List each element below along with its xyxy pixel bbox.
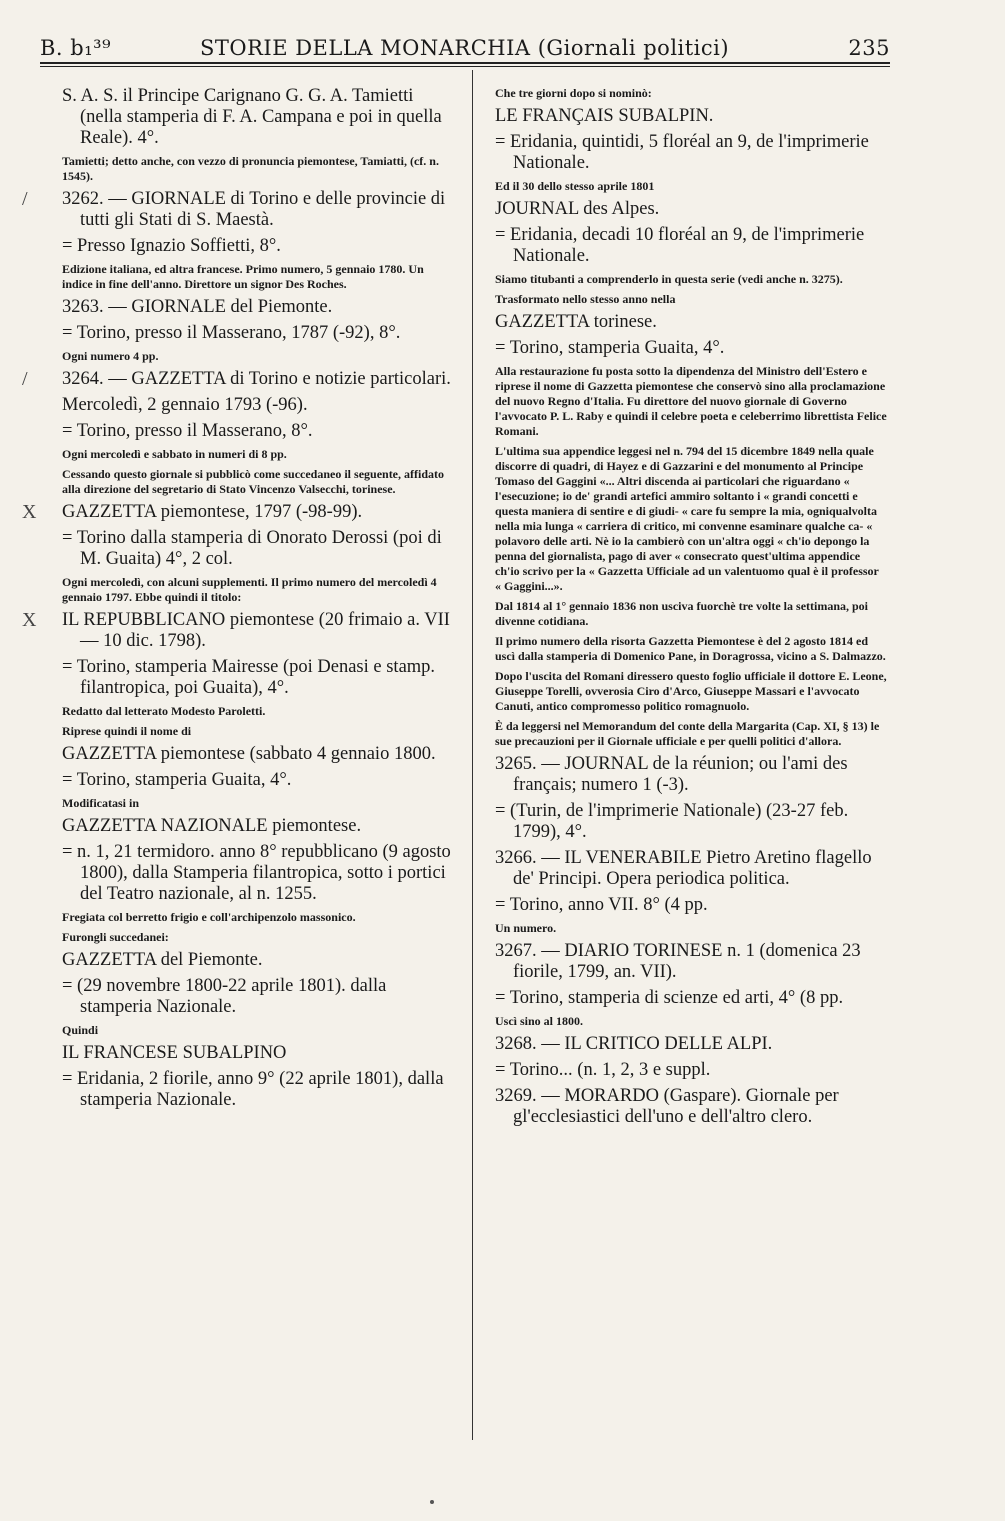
page-number: 235 [848,36,890,60]
bibliography-entry [62,816,457,837]
bibliography-entry [62,1069,457,1111]
entry-text: GAZZETTA del Piemonte. [62,950,263,970]
entry-text: Che tre giorni dopo si nominò: [495,86,652,100]
bibliography-entry [495,199,887,220]
entry-text: Uscì sino al 1800. [495,1014,584,1028]
entry-text: S. A. S. il Principe Carignano G. G. A. Tamietti (nella stamperia di F. A. Campana e poi in quella Reale). 4°. [62,86,442,148]
bibliography-note [62,930,457,945]
bibliography-note [495,179,887,194]
left-column [22,86,457,1116]
bibliography-entry [495,1086,887,1128]
bibliography-entry [495,312,887,333]
bibliography-note [62,447,457,462]
bibliography-entry [495,106,887,127]
bibliography-entry: / 3262. — GIORNALE di Torino e delle provincie di tutti gli Stati di S. Maestà. [22,188,446,230]
entry-text: Mercoledì, 2 gennaio 1793 (-96). [62,395,308,415]
entry-text: = Torino, stamperia di scienze ed arti, 4° (8 pp. [495,988,844,1008]
entry-text: GAZZETTA torinese. [495,312,657,332]
running-title: STORIE DELLA MONARCHIA (Giornali politici) [200,36,730,60]
entry-text: IL FRANCESE SUBALPINO [62,1043,287,1063]
bibliography-note [62,1023,457,1038]
entry-text: Trasformato nello stesso anno nella [495,292,676,306]
entry-text: Un numero. [495,921,557,935]
bibliography-entry [495,754,887,796]
bibliography-note [62,910,457,925]
bibliography-note [495,669,887,714]
bibliography-entry [495,132,887,174]
entry-text: Quindi [62,1023,99,1037]
bibliography-entry [62,86,457,149]
entry-text: = (29 novembre 1800-22 aprile 1801). dalla stamperia Nazionale. [62,976,387,1017]
bibliography-entry [62,236,457,257]
bibliography-entry [62,297,457,318]
bibliography-entry [495,1060,887,1081]
bibliography-entry [62,421,457,442]
entry-text: 3269. — MORARDO (Gaspare). Giornale per gl'ecclesiastici dell'uno e dell'altro clero. [495,1086,839,1127]
entry-text: Ogni mercoledì e sabbato in numeri di 8 pp. [62,447,287,461]
entry-text: 3262. — GIORNALE di Torino e delle provincie di tutti gli Stati di S. Maestà. [62,189,446,230]
bibliography-entry [495,1034,887,1055]
bibliography-entry [62,770,457,791]
bibliography-entry [62,657,457,699]
bibliography-note [495,364,887,439]
bibliography-entry [62,950,457,971]
bibliography-note [495,1014,887,1029]
bibliography-entry [495,848,887,890]
bibliography-entry [495,988,887,1009]
entry-text: Il primo numero della risorta Gazzetta Piemontese è del 2 agosto 1814 ed uscì dalla stamperia di Domenico Pane, in Doragrossa, vicino a S. Dalmazzo. [495,634,886,663]
bibliography-entry: / 3264. — GAZZETTA di Torino e notizie particolari. [22,368,451,390]
bibliography-entry [62,528,457,570]
entry-text: Ogni numero 4 pp. [62,349,159,363]
entry-text: Siamo titubanti a comprenderlo in questa serie (vedi anche n. 3275). [495,272,843,286]
bibliography-entry [62,976,457,1018]
entry-text: 3264. — GAZZETTA di Torino e notizie particolari. [62,369,451,389]
entry-text: LE FRANÇAIS SUBALPIN. [495,106,714,126]
entry-text: Furongli succedanei: [62,930,169,944]
entry-text: JOURNAL des Alpes. [495,199,660,219]
entry-text: L'ultima sua appendice leggesi nel n. 794 del 15 dicembre 1849 nella quale discorre di quadri, di Hayez e di Gazzarini e del monumento al Principe Tomaso del Gaggini «... Altri discenda ai particolari che riguardano « l'esecuzione; io de' grandi artefici ammiro soltanto i « grandi concetti e questa maniera di sentire e di giudi- « care fu sempre la mia, ogniqualvolta nella mia lunga « carriera di critico, mi convenne esaminare qualche ca- « polavoro delle arti. Nè io la cambierò con un'altra oggi « ch'io depongo la penna del giornalista, pago di aver « consecrato quest'ultima appendice ch'io scrivo per la « Gazzetta Ufficiale ad un valentuomo qual è il professor « Gaggini...». [495,444,879,593]
bibliography-note [495,921,887,936]
bibliography-entry [62,323,457,344]
entry-text: = Torino... (n. 1, 2, 3 e suppl. [495,1060,711,1080]
entry-text: 3268. — IL CRITICO DELLE ALPI. [495,1034,773,1054]
bibliography-entry [62,842,457,905]
running-header [40,30,890,64]
entry-text: = Torino, stamperia Guaita, 4°. [495,338,725,358]
bibliography-entry: X IL REPUBBLICANO piemontese (20 frimaio a. VII — 10 dic. 1798). [22,609,450,651]
entry-text: = Torino, presso il Masserano, 1787 (-92), 8°. [62,323,401,343]
bibliography-note [495,86,887,101]
entry-text: Tamietti; detto anche, con vezzo di pronuncia piemontese, Tamiatti, (cf. n. 1545). [62,154,439,183]
entry-text: = Torino, stamperia Mairesse (poi Denasi e stamp. filantropica, poi Guaita), 4°. [62,657,436,698]
entry-text: Dal 1814 al 1° gennaio 1836 non usciva fuorchè tre volte la settimana, poi divenne cotidiana. [495,599,869,628]
entry-text: Ogni mercoledì, con alcuni supplementi. Il primo numero del mercoledì 4 gennaio 1797. Ebbe quindi il titolo: [62,575,437,604]
bibliography-entry [495,941,887,983]
entry-text: 3266. — IL VENERABILE Pietro Aretino flagello de' Principi. Opera periodica politica. [495,848,872,889]
entry-text: Ed il 30 dello stesso aprile 1801 [495,179,655,193]
entry-text: Redatto dal letterato Modesto Paroletti. [62,704,266,718]
bibliography-entry [495,895,887,916]
bibliography-entry [495,338,887,359]
bibliography-note [495,599,887,629]
entry-text: È da leggersi nel Memorandum del conte della Margarita (Cap. XI, § 13) le sue precauzioni per il Giornale ufficiale e per quelli politici d'allora. [495,719,880,748]
bibliography-note [62,154,457,184]
bibliography-note [62,349,457,364]
bibliography-note [62,262,457,292]
right-column [495,86,887,1133]
ink-speck [430,1500,434,1504]
entry-text: GAZZETTA NAZIONALE piemontese. [62,816,362,836]
entry-text: Cessando questo giornale si pubblicò come succedaneo il seguente, affidato alla direzione del segretario di Stato Vincenzo Valsecchi, torinese. [62,467,445,496]
entry-text: Modificatasi in [62,796,139,810]
entry-text: = Torino, anno VII. 8° (4 pp. [495,895,708,915]
bibliography-note [495,444,887,594]
entry-text: Riprese quindi il nome di [62,724,192,738]
entry-text: = (Turin, de l'imprimerie Nationale) (23-27 feb. 1799), 4°. [495,801,849,842]
bibliography-note [495,292,887,307]
entry-text: 3267. — DIARIO TORINESE n. 1 (domenica 23 fiorile, 1799, an. VII). [495,941,861,982]
entry-text: = Eridania, 2 fiorile, anno 9° (22 aprile 1801), dalla stamperia Nazionale. [62,1069,444,1110]
entry-text: Fregiata col berretto frigio e coll'archipenzolo massonico. [62,910,356,924]
bibliography-note [62,467,457,497]
bibliography-note [62,575,457,605]
entry-text: GAZZETTA piemontese (sabbato 4 gennaio 1800. [62,744,436,764]
header-rule-thick [40,62,890,64]
bibliography-entry [62,1043,457,1064]
bibliography-note [62,796,457,811]
entry-text: = Torino dalla stamperia di Onorato Derossi (poi di M. Guaita) 4°, 2 col. [62,528,442,569]
bibliography-note [495,719,887,749]
entry-text: IL REPUBBLICANO piemontese (20 frimaio a. VII — 10 dic. 1798). [62,610,450,651]
entry-text: Dopo l'uscita del Romani diressero questo foglio ufficiale il dottore E. Leone, Giuseppe Torelli, ovverosia Ciro d'Arco, Giuseppe Massari e l'avvocato Canuti, antico compromesso politico romagnuolo. [495,669,887,713]
bibliography-note [62,704,457,719]
bibliography-entry [495,225,887,267]
bibliography-entry [62,395,457,416]
entry-text: Edizione italiana, ed altra francese. Primo numero, 5 gennaio 1780. Un indice in fine dell'anno. Direttore un signor Des Roches. [62,262,424,291]
bibliography-note [495,634,887,664]
entry-text: 3265. — JOURNAL de la réunion; ou l'ami des français; numero 1 (-3). [495,754,848,795]
column-divider [472,70,473,1440]
signature-mark: B. b₁³⁹ [40,36,111,60]
entry-text: = Eridania, decadi 10 floréal an 9, de l'imprimerie Nationale. [495,225,865,266]
bibliography-note [62,724,457,739]
entry-text: Alla restaurazione fu posta sotto la dipendenza del Ministro dell'Estero e riprese il nome di Gazzetta piemontese che conservò sino alla proclamazione del nuovo Regno d'Italia. Fu direttore del nuovo giornale di Governo l'avvocato P. L. Raby e quindi il celebre poeta e celeberrimo librettista Felice Romani. [495,364,887,438]
entry-text: = Presso Ignazio Soffietti, 8°. [62,236,281,256]
bibliography-entry: X GAZZETTA piemontese, 1797 (-98-99). [22,501,363,523]
entry-text: = Torino, presso il Masserano, 8°. [62,421,313,441]
bibliography-entry [495,801,887,843]
bibliography-entry [62,744,457,765]
entry-text: = Eridania, quintidi, 5 floréal an 9, de l'imprimerie Nationale. [495,132,869,173]
entry-text: 3263. — GIORNALE del Piemonte. [62,297,333,317]
entry-text: = Torino, stamperia Guaita, 4°. [62,770,292,790]
entry-text: GAZZETTA piemontese, 1797 (-98-99). [62,502,363,522]
bibliography-note [495,272,887,287]
entry-text: = n. 1, 21 termidoro. anno 8° repubblicano (9 agosto 1800), dalla Stamperia filantropica, sotto i portici del Teatro nazionale, al n. 1255. [62,842,451,904]
header-rule-thin [40,66,890,67]
